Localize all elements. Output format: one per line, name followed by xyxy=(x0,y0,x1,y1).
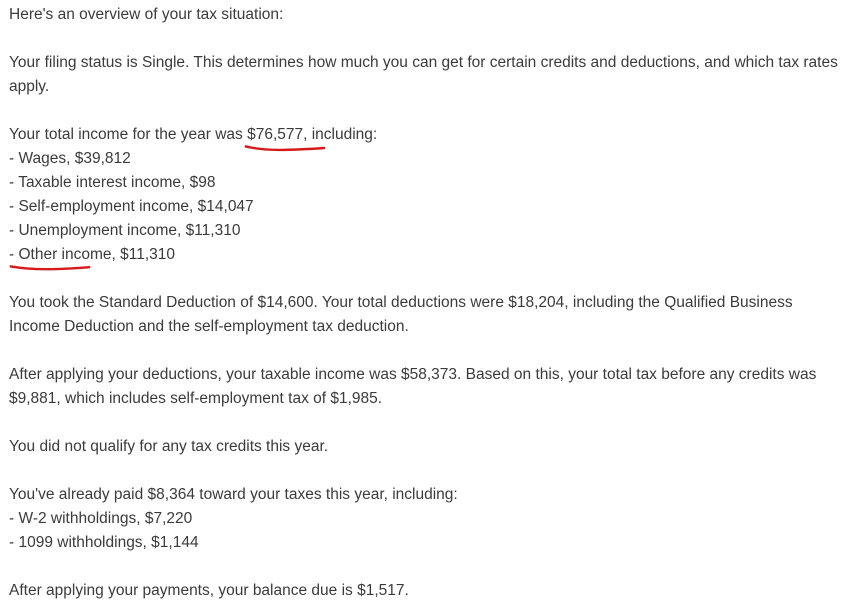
tax-overview xyxy=(9,3,839,603)
total-income-highlight xyxy=(247,123,303,147)
list-dash: - xyxy=(9,246,19,263)
other-income-highlight xyxy=(18,243,175,267)
deductions-text: You took the Standard Deduction of $14,600. Your total deductions were $18,204, including the Qualified Business Income Deduction and the self-employment tax deduction. xyxy=(9,294,793,335)
income-item-unemployment: - Unemployment income, $11,310 xyxy=(9,222,241,239)
filing-status-text: Your filing status is Single. This determines how much you can get for certain credits and deductions, and which tax rates apply. xyxy=(9,54,838,95)
payments-section xyxy=(9,483,839,555)
taxable-income-text: After applying your deductions, your taxable income was $58,373. Based on this, your total tax before any credits was $9,881, which includes self-employment tax of $1,985. xyxy=(9,366,817,407)
payment-item-w2: - W-2 withholdings, $7,220 xyxy=(9,510,193,527)
spacer xyxy=(9,99,839,123)
spacer xyxy=(9,339,839,363)
other-income-value: Other income, $11,310 xyxy=(18,246,175,263)
spacer xyxy=(9,27,839,51)
spacer xyxy=(9,411,839,435)
total-income-value: $76,577 xyxy=(247,126,304,143)
payments-summary: You've already paid $8,364 toward your taxes this year, including: xyxy=(9,486,458,503)
income-item-wages: - Wages, $39,812 xyxy=(9,150,131,167)
income-prefix: Your total income for the year was xyxy=(9,126,248,143)
income-section xyxy=(9,123,839,267)
income-item-other xyxy=(9,243,839,267)
spacer xyxy=(9,555,839,579)
payment-item-1099: - 1099 withholdings, $1,144 xyxy=(9,534,199,551)
income-suffix: , including: xyxy=(303,126,378,143)
intro-text: Here's an overview of your tax situation: xyxy=(9,6,284,23)
balance-due-text: After applying your payments, your balance due is $1,517. xyxy=(9,582,409,599)
spacer xyxy=(9,459,839,483)
income-summary xyxy=(9,123,839,147)
income-item-self-employment: - Self-employment income, $14,047 xyxy=(9,198,254,215)
credits-text: You did not qualify for any tax credits this year. xyxy=(9,438,329,455)
spacer xyxy=(9,267,839,291)
income-item-interest: - Taxable interest income, $98 xyxy=(9,174,216,191)
